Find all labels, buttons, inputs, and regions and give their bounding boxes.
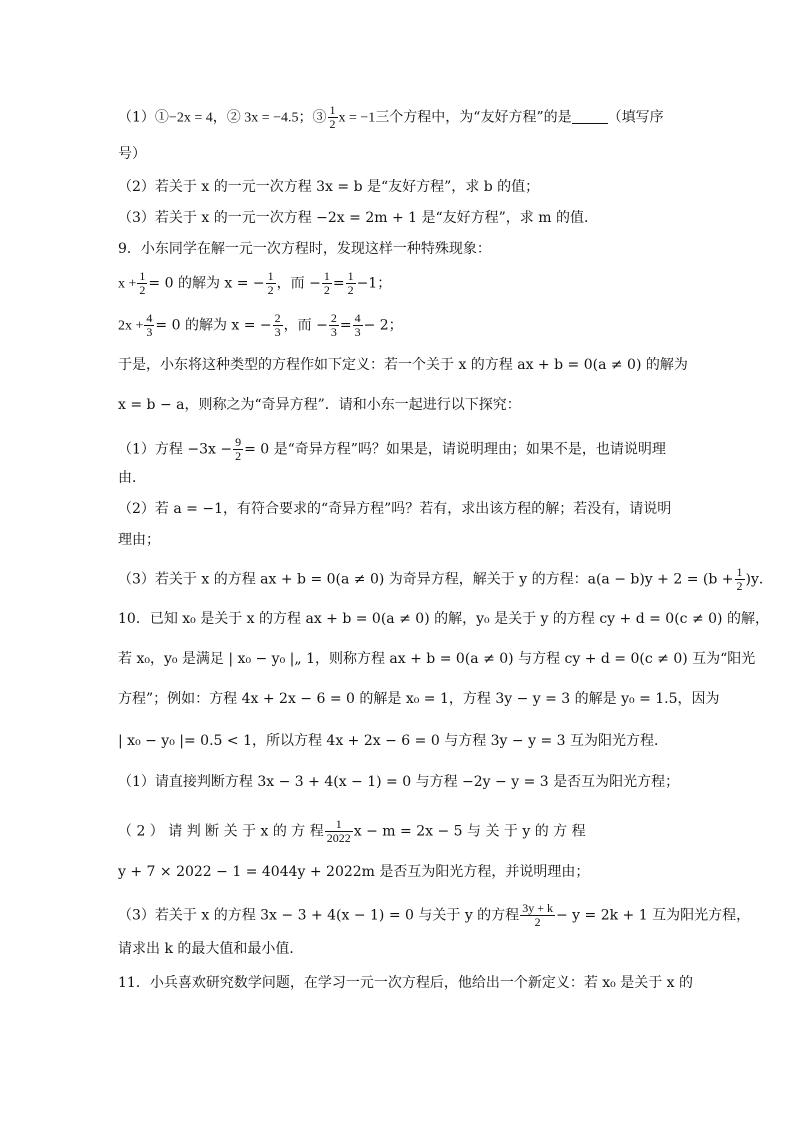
text-line: y + 7 × 2022 − 1 = 4044y + 2022m 是否互为阳光方程，并说明理由； <box>118 864 590 880</box>
example-line-2: 2x + $\frac{4}{3}$ = 0 的解为 x = − $\frac{2}{3}$ ，而 − $\frac{2}{3}$ = $\frac{4}{3}$ − 2； <box>118 311 403 339</box>
text: 三个方程中，为“友好方程”的是 <box>375 109 572 126</box>
text-line: 方程”；例如：方程 4x + 2x − 6 = 0 的解是 x₀ = 1，方程 3y − y = 3 的解是 y₀ = 1.5，因为 <box>118 691 720 707</box>
text-line: （2）若关于 x 的一元一次方程 3x = b 是“友好方程”，求 b 的值； <box>118 179 540 195</box>
q9-part3-line: （3）若关于 x 的方程 ax + b = 0(a ≠ 0) 为奇异方程，解关于 y 的方程：a(a − b)y + 2 = (b + $\frac{1}{2}$ )y． <box>118 565 773 593</box>
fraction: $\frac{1}{2}$ <box>329 103 336 131</box>
q9-part1-line: （1）方程 −3x − $\frac{9}{2}$ = 0 是“奇异方程”吗？如果是，请说明理由；如果不是，也请说明理 <box>118 435 666 463</box>
text-line: 于是，小东将这种类型的方程作如下定义：若一个关于 x 的方程 ax + b = 0(a ≠ 0) 的解为 <box>118 357 688 373</box>
question-9-title: 9．小东同学在解一元一次方程时，发现这样一种特殊现象： <box>118 241 491 257</box>
text: （1）① <box>118 109 169 126</box>
q10-part2-line: （ 2 ） 请 判 断 关 于 x 的 方 程 $\frac{1}{2022}$ x − m = 2x − 5 与 关 于 y 的 方 程 <box>118 817 586 845</box>
text-line: （1）请直接判断方程 3x − 3 + 4(x − 1) = 0 与方程 −2y − y = 3 是否互为阳光方程； <box>118 774 680 790</box>
text-line: 理由； <box>118 532 160 548</box>
text-line: 由． <box>118 470 146 486</box>
equation-text: x = −1 <box>338 110 376 126</box>
text-line: 号） <box>118 146 146 162</box>
question-11-title: 11．小兵喜欢研究数学问题，在学习一元一次方程后，他给出一个新定义：若 x₀ 是关于 x 的 <box>118 975 694 991</box>
answer-blank[interactable] <box>572 111 608 124</box>
q8-part1-line <box>118 104 724 131</box>
text-line: | x₀ − y₀ |= 0.5 < 1，所以方程 4x + 2x − 6 = 0 与方程 3y − y = 3 互为阳光方程． <box>118 733 668 749</box>
text-line: （3）若关于 x 的一元一次方程 −2x = 2m + 1 是“友好方程”，求 m 的值． <box>118 210 598 226</box>
example-line-1: x + $\frac{1}{2}$ = 0 的解为 x = − $\frac{1}{2}$ ，而 − $\frac{1}{2}$ = $\frac{1}{2}$ −1； <box>118 269 392 297</box>
question-10-title: 10．已知 x₀ 是关于 x 的方程 ax + b = 0(a ≠ 0) 的解，y₀ 是关于 y 的方程 cy + d = 0(c ≠ 0) 的解， <box>118 611 769 627</box>
equations-text: −2x = 4，② 3x = −4.5；③ <box>168 110 327 126</box>
text-line: x = b − a，则称之为“奇异方程”．请和小东一起进行以下探究： <box>118 397 521 413</box>
q10-part3-line: （3）若关于 x 的方程 3x − 3 + 4(x − 1) = 0 与关于 y 的方程 $\frac{3y + k}{2}$ − y = 2k + 1 互为阳光方程， <box>118 901 751 929</box>
text-line: （2）若 a = −1，有符合要求的“奇异方程”吗？若有，求出该方程的解；若没有，请说明 <box>118 501 672 517</box>
text: （填写序 <box>607 109 664 126</box>
text-line: 若 x₀，y₀ 是满足 | x₀ − y₀ |„ 1，则称方程 ax + b = 0(a ≠ 0) 与方程 cy + d = 0(c ≠ 0) 互为“阳光 <box>118 651 756 667</box>
text-line: 请求出 k 的最大值和最小值． <box>118 941 304 957</box>
